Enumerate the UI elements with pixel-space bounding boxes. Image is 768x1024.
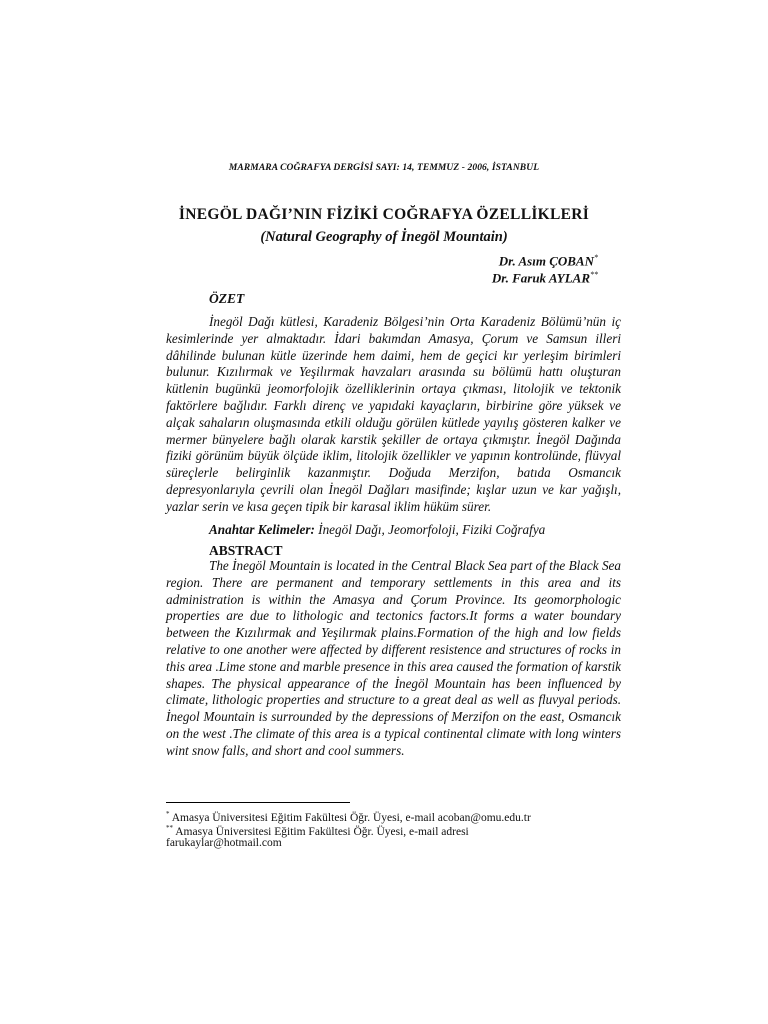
footnote-2-mark: **	[166, 824, 173, 832]
keywords-line	[209, 522, 545, 538]
footnote-divider	[166, 802, 350, 803]
ozet-heading: ÖZET	[209, 291, 245, 306]
journal-header: MARMARA COĞRAFYA DERGİSİ SAYI: 14, TEMMUZ - 2006, İSTANBUL	[228, 163, 540, 173]
author-1-mark: *	[594, 253, 598, 262]
footnote-2-email: farukaylar@hotmail.com	[166, 837, 282, 849]
author-2-mark: **	[590, 270, 598, 279]
abstract-paragraph: The İnegöl Mountain is located in the Central Black Sea part of the Black Sea region. There are permanent and temporary settlements in this area and its administration is within the Amasya and Çorum Province. Its geomorphologic properties are due to lithologic and tectonics factors.It forms a water boundary between the Kızılırmak and Yeşilırmak plains.Formation of the high and low fields relative to one another were affected by different resistence and structures of rocks in this area .Lime stone and marble presence in this area caused the formation of karstik shapes. The physical appearance of the İnegöl Mountain has been influenced by climate, lithologic properties and structure to a great deal as well as fluvyal periods. İnegol Mountain is surrounded by the depressions of Merzifon on the east, Osmancık on the west .The climate of this area is a typical continental climate with long winters wint snow falls, and short and cool summers.	[166, 558, 621, 758]
article-title: İNEGÖL DAĞI’NIN FİZİKİ COĞRAFYA ÖZELLİKLERİ	[178, 206, 590, 223]
article-subtitle: (Natural Geography of İnegöl Mountain)	[260, 229, 508, 245]
author-1	[499, 253, 598, 269]
keywords-label: Anahtar Kelimeler:	[209, 522, 315, 537]
footnote-2-continued	[166, 836, 282, 850]
keywords-value: İnegöl Dağı, Jeomorfoloji, Fiziki Coğrafya	[314, 522, 546, 537]
abstract-heading: ABSTRACT	[209, 543, 283, 558]
footnote-1-mark: *	[166, 810, 170, 818]
author-1-name: Dr. Asım ÇOBAN	[498, 253, 594, 269]
footnote-1-text: Amasya Üniversitesi Eğitim Fakültesi Öğr. Üyesi, e-mail acoban@omu.edu.tr	[169, 811, 531, 824]
author-2	[492, 270, 598, 286]
footnote-2-text: Amasya Üniversitesi Eğitim Fakültesi Öğr. Üyesi, e-mail adresi	[173, 825, 469, 838]
author-2-name: Dr. Faruk AYLAR	[491, 270, 590, 286]
ozet-paragraph: İnegöl Dağı kütlesi, Karadeniz Bölgesi’nin Orta Karadeniz Bölümü’nün iç kesimlerinde yer almaktadır. İdari bakımdan Amasya, Çorum ve Samsun illeri dâhilinde bulunan kütle üzerinde hem daimi, hem de geçici kır yerleşim birimleri bulunur. Kızılırmak ve Yeşilırmak havzaları arasında su bölümü hattı oluşturan kütlenin bugünkü jeomorfolojik özelliklerinin ortaya çıkması, litolojik ve tektonik faktörlere bağlıdır. Farklı direnç ve yapıdaki kayaçların, birbirine göre yüksek ve alçak sahaların oluşmasında etkili olduğu görülen kütlede yayılış gösteren kalker ve mermer bünyelere bağlı olarak karstik şekiller de ortaya çıkmıştır. İnegöl Dağında fiziki görünüm büyük ölçüde iklim, litolojik özellikler ve yapının kontrolünde, flüvyal süreçlerle belirginlik kazanmıştır. Doğuda Merzifon, batıda Osmancık depresyonlarıyla çevrili olan İnegöl Dağları masifinde; kışlar uzun ve kar yağışlı, yazlar serin ve kısa geçen tipik bir karasal iklim hüküm sürer.	[166, 314, 621, 514]
